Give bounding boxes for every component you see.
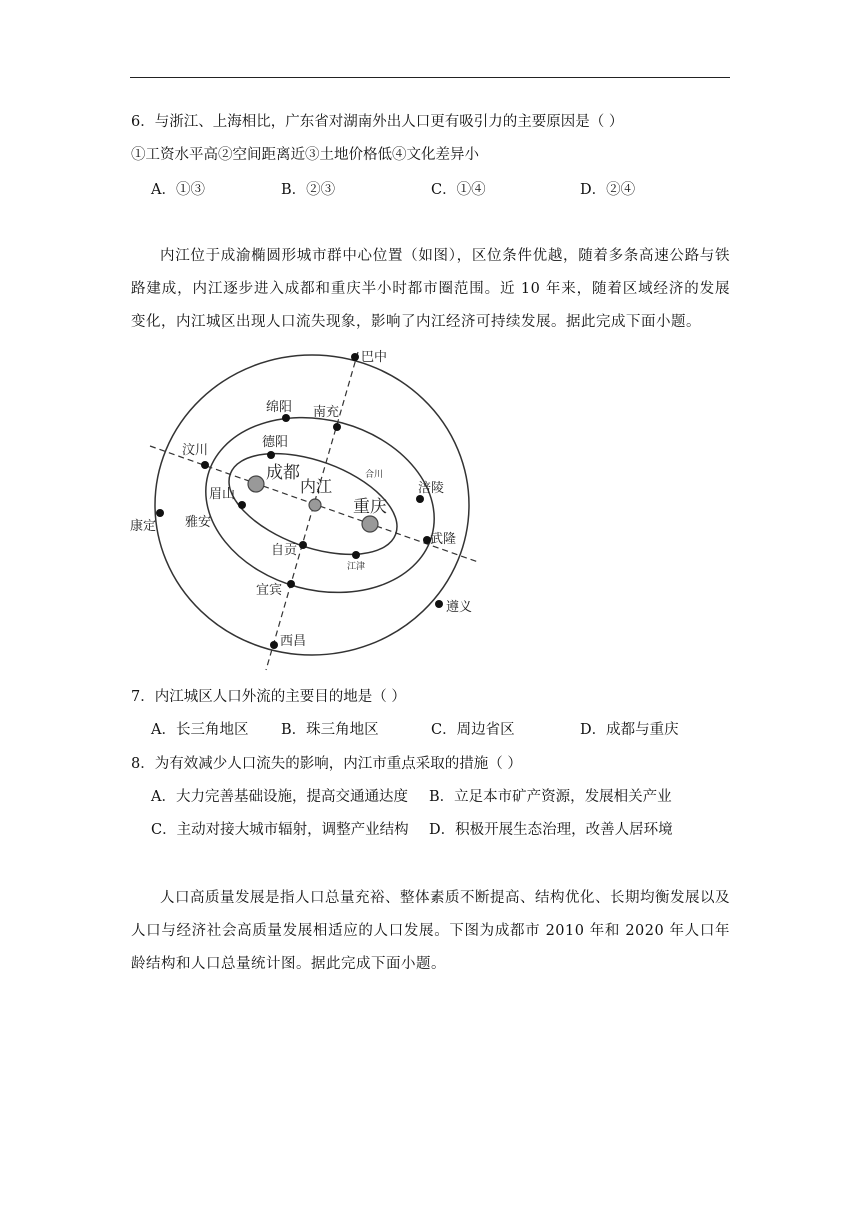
q8-option-a[interactable]: A．大力完善基础设施，提高交通通达度 — [151, 789, 408, 805]
q6-option-a[interactable]: A．①③ — [151, 182, 205, 198]
city-cluster-map — [130, 345, 490, 675]
q6-items: ①工资水平高②空间距离近③土地价格低④文化差异小 — [131, 147, 479, 163]
zigong-dot — [299, 541, 307, 549]
q7-option-d[interactable]: D．成都与重庆 — [580, 722, 679, 738]
neijiang-dot — [309, 499, 321, 511]
kangding-dot — [156, 509, 164, 517]
yibin-label: 宜宾 — [256, 583, 283, 598]
header-rule — [130, 77, 730, 78]
q6-option-d[interactable]: D．②④ — [580, 182, 636, 198]
deyang-dot — [267, 451, 275, 459]
xichang-dot — [270, 641, 278, 649]
wulong-label: 武隆 — [430, 532, 457, 547]
passage-chengdu-population: 人口高质量发展是指人口总量充裕、整体素质不断提高、结构优化、长期均衡发展以及人口与经济社会高质量发展相适应的人口发展。下图为成都市 2010 年和 2020 年人口年龄结构和人口总量统计图。据此完成下面小题。 — [131, 890, 730, 972]
q8-option-b[interactable]: B．立足本市矿产资源，发展相关产业 — [429, 789, 672, 805]
q6-option-c[interactable]: C．①④ — [431, 182, 486, 198]
yibin-dot — [287, 580, 295, 588]
q6-stem: 6．与浙江、上海相比，广东省对湖南外出人口更有吸引力的主要原因是（ ） — [131, 114, 624, 130]
q7-stem: 7．内江城区人口外流的主要目的地是（ ） — [131, 689, 406, 705]
wenchuan-label: 汶川 — [182, 443, 209, 458]
zigong-label: 自贡 — [271, 543, 298, 558]
meishan-label: 眉山 — [209, 487, 236, 502]
nanchong-dot — [333, 423, 341, 431]
meishan-dot — [238, 501, 246, 509]
wenchuan-dot — [201, 461, 209, 469]
kangding-label: 康定 — [130, 519, 157, 534]
q8-stem: 8．为有效减少人口流失的影响，内江市重点采取的措施（ ） — [131, 756, 522, 772]
fuling-dot — [416, 495, 424, 503]
q7-option-b[interactable]: B．珠三角地区 — [281, 722, 379, 738]
q7-option-c[interactable]: C．周边省区 — [431, 722, 515, 738]
mianyang-dot — [282, 414, 290, 422]
xichang-label: 西昌 — [280, 634, 307, 649]
hechuan-label: 合川 — [365, 470, 384, 480]
q8-option-d[interactable]: D．积极开展生态治理，改善人居环境 — [429, 822, 673, 838]
jiangjin-label: 江津 — [347, 562, 366, 572]
chengdu-label: 成都 — [266, 463, 300, 483]
yaan-label: 雅安 — [185, 515, 212, 530]
chongqing-dot — [362, 516, 378, 532]
fuling-label: 涪陵 — [418, 481, 445, 496]
bazhong-label: 巴中 — [361, 350, 388, 365]
jiangjin-dot — [352, 551, 360, 559]
chengdu-dot — [248, 476, 264, 492]
nanchong-label: 南充 — [313, 405, 340, 420]
neijiang-label: 内江 — [300, 477, 333, 496]
chongqing-label: 重庆 — [353, 497, 387, 517]
passage-neijiang: 内江位于成渝椭圆形城市群中心位置（如图），区位条件优越，随着多条高速公路与铁路建成，内江逐步进入成都和重庆半小时都市圈范围。近 10 年来，随着区域经济的发展变化，内江城区出现人口流失现象，影响了内江经济可持续发展。据此完成下面小题。 — [131, 248, 730, 330]
q8-option-c[interactable]: C．主动对接大城市辐射，调整产业结构 — [151, 822, 409, 838]
bazhong-dot — [351, 353, 359, 361]
q7-option-a[interactable]: A．长三角地区 — [151, 722, 249, 738]
q6-option-b[interactable]: B．②③ — [281, 182, 336, 198]
mianyang-label: 绵阳 — [266, 400, 293, 415]
deyang-label: 德阳 — [262, 435, 289, 450]
zunyi-dot — [435, 600, 443, 608]
zunyi-label: 遵义 — [446, 600, 473, 615]
